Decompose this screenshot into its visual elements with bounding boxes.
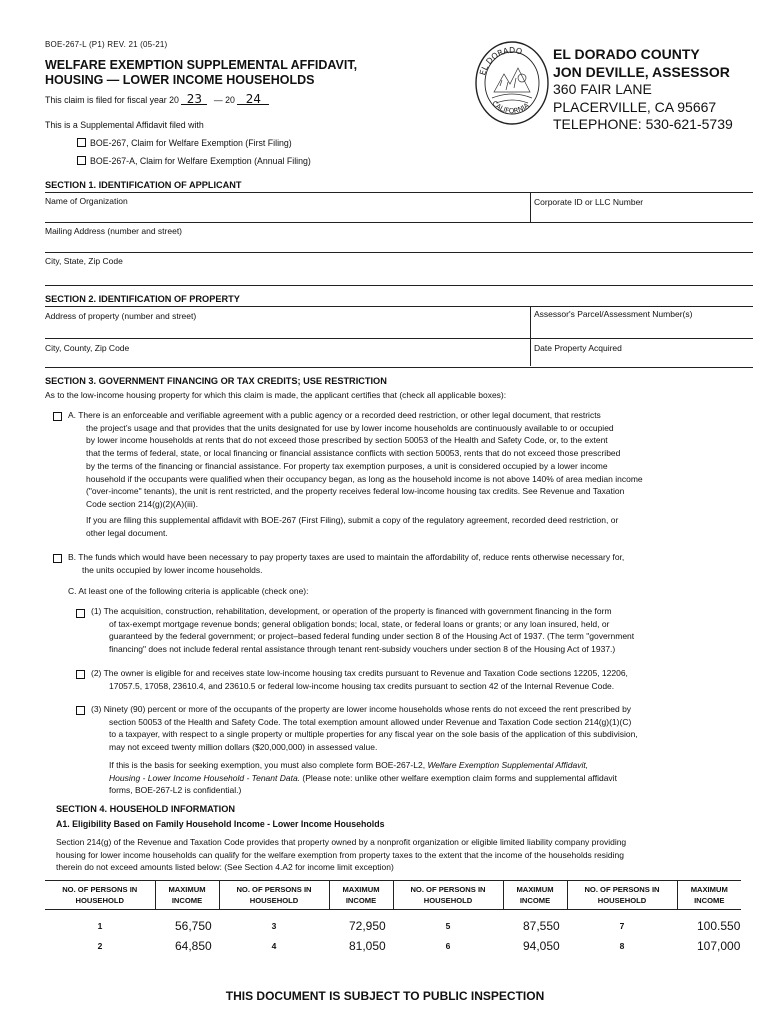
income-cell: 56,750 [175,919,212,933]
income-header: MAXIMUM INCOME [677,881,741,910]
option-b-text [68,551,728,576]
boe-267-label: BOE-267, Claim for Welfare Exemption (First Filing) [90,138,292,148]
county-telephone: TELEPHONE: 530-621-5739 [553,116,733,132]
option-a-note-line: If you are filing this supplemental affidavit with BOE-267 (First Filing), submit a copy of the regulatory agreement, recorded deed restriction, or [86,515,619,525]
option-c3-line: to a taxpayer, with respect to a single property or multiple properties for any fiscal year on the sole basis of the application of this subdivision, [109,729,638,740]
persons-cell: 3 [271,921,277,931]
option-c1-line: guaranteed by the federal government; or project–based federal funding under section 8 of the Housing Act of 1937. (The term "government [109,631,635,642]
income-cell: 72,950 [349,919,386,933]
option-a-note-line: other legal document. [86,527,168,538]
divider [45,285,753,286]
section-2-title: SECTION 2. IDENTIFICATION OF PROPERTY [45,294,240,304]
persons-header: NO. OF PERSONS IN HOUSEHOLD [567,881,677,910]
form-title [45,58,425,88]
table-header-row [45,881,741,910]
income-header: MAXIMUM INCOME [503,881,567,910]
county-street: 360 FAIR LANE [553,81,652,97]
mailing-address-label: Mailing Address (number and street) [45,226,183,236]
org-name-label: Name of Organization [45,196,128,206]
option-c3-note [109,759,727,797]
option-c2-line: (2) The owner is eligible for and receives state low-income housing tax credits pursuant to Revenue and Taxation Code sections 12205, 12206, [91,668,628,678]
persons-cell: 6 [445,941,451,951]
corp-id-label: Corporate ID or LLC Number [534,197,644,207]
section-1-title: SECTION 1. IDENTIFICATION OF APPLICANT [45,180,242,190]
section-3-intro: As to the low-income housing property for which this claim is made, the applicant certifies that (check all applicable boxes): [45,390,507,400]
seal-bottom-text: CALIFORNIA [490,99,531,116]
title-line-2: HOUSING — LOWER INCOME HOUSEHOLDS [45,73,315,87]
org-name-field[interactable] [45,206,530,222]
option-a-text [68,409,726,511]
income-header: MAXIMUM INCOME [155,881,219,910]
income-cell: 87,550 [523,919,560,933]
option-c3-line: (3) Ninety (90) percent or more of the occupants of the property are lower income households whose rents do not exceed the rent prescribed by [91,704,632,714]
option-a-line: Code section 214(g)(2)(A)(iii). [86,498,198,509]
fiscal-year-prefix: This claim is filed for fiscal year 20 [45,95,179,105]
property-address-label: Address of property (number and street) [45,311,197,321]
option-a-line: by the terms of the financing or financial assistance. For property tax exemption purposes, a unit is considered occupied by a lower income [86,460,608,471]
income-cell: 64,850 [175,939,212,953]
option-c3-text [91,703,727,754]
divider [45,306,753,307]
option-c1-line: (1) The acquisition, construction, rehabilitation, development, or operation of the property is financed with government financing in the form [91,606,612,616]
table-row [45,910,741,937]
option-c2-line: 17057.5, 17058, 23610.4, and 23610.5 or federal low-income housing tax credits pursuant to section 42 of the Internal Revenue Code. [109,680,615,691]
option-c1-line: financing" does not include federal rental assistance through tenant rent-subsidy vouchers under section 8 of the Housing Act of 1937.) [109,644,616,655]
date-acquired-field[interactable] [534,353,753,366]
section-3-title: SECTION 3. GOVERNMENT FINANCING OR TAX CREDITS; USE RESTRICTION [45,376,387,386]
section-4-line: Section 214(g) of the Revenue and Taxation Code provides that property owned by a nonprofit organization or eligible limited liability company providing [56,837,627,847]
section-4-subtitle: A1. Eligibility Based on Family Household Income - Lower Income Households [56,819,385,829]
divider [530,192,531,222]
persons-cell: 1 [97,921,103,931]
income-cell: 100.550 [697,919,741,933]
divider [45,367,753,368]
option-c3-line: section 50053 of the Health and Safety Code. The total exemption amount allowed under Revenue and Taxation Code section 214(g)(1)(C) [109,716,632,727]
option-c3-line: may not exceed twenty million dollars ($20,000,000) in assessed value. [109,742,378,753]
option-b-line: the units occupied by lower income households. [82,564,263,575]
income-header: MAXIMUM INCOME [329,881,393,910]
option-boe-267a [77,156,311,166]
option-b-line: B. The funds which would have been necessary to pay property taxes are used to maintain the affordability of, reduce rents otherwise necessary for, [68,552,625,562]
section-4-line: therein do not exceed amounts listed below: (See Section 4.A2 for income limit exception) [56,862,394,873]
form-l2-subtitle: Housing - Lower Income Household - Tenant Data. [109,772,301,783]
divider [45,192,753,193]
option-a-line: the project’s usage and that provides that the units designated for use by lower income households are continuously available to or occupied [86,422,614,433]
city-county-zip-label: City, County, Zip Code [45,343,130,353]
divider [530,306,531,366]
option-c3-note-line [109,759,727,772]
option-a-line: that the terms of federal, state, or local financing or financial assistance conflicts with section 50053, rents that do not exceed those prescribed [86,448,621,459]
parcel-number-field[interactable] [534,321,753,337]
persons-cell: 8 [619,941,625,951]
option-c1-line: of tax-exempt mortgage revenue bonds; general obligation bonds; local, state, or federal loans or grants; or any loan insured, held, or [109,618,610,629]
section-4-title: SECTION 4. HOUSEHOLD INFORMATION [56,804,235,814]
option-c3-note-text: If this is the basis for seeking exemption, you must also complete form BOE-267-L2, [109,760,426,770]
persons-cell: 4 [271,941,277,951]
option-a-line: ("over-income" tenants), the unit is rent restricted, and the property receives federal low-income housing tax credits. See Revenue and Taxation [86,486,625,497]
option-c3-checkbox[interactable] [76,706,85,715]
option-a-checkbox[interactable] [53,412,62,421]
option-c1-checkbox[interactable] [76,609,85,618]
boe-267-checkbox[interactable] [77,138,86,147]
city-state-zip-field[interactable] [45,266,753,284]
persons-header: NO. OF PERSONS IN HOUSEHOLD [393,881,503,910]
option-c-intro: C. At least one of the following criteria is applicable (check one): [68,586,309,596]
persons-cell: 5 [445,921,451,931]
public-inspection-notice: THIS DOCUMENT IS SUBJECT TO PUBLIC INSPECTION [225,989,545,1003]
county-info [553,46,733,134]
mailing-address-field[interactable] [45,236,753,252]
divider [45,222,753,223]
supplemental-text: This is a Supplemental Affidavit filed with [45,120,204,130]
assessor-name: JON DEVILLE, ASSESSOR [553,63,730,80]
divider [45,252,753,253]
option-c3-note-line: forms, BOE-267-L2 is confidential.) [109,785,242,796]
option-c2-text [91,667,727,692]
fiscal-year-end-field[interactable]: 24 [237,94,269,105]
income-cell: 81,050 [349,939,386,953]
county-city: PLACERVILLE, CA 95667 [553,98,717,115]
option-boe-267 [77,138,292,148]
option-a-line: A. There is an enforceable and verifiable agreement with a public agency or a recorded deed restriction, or other legal document, that restricts [68,410,601,420]
seal-top-text: EL DORADO [478,45,524,77]
income-cell: 107,000 [697,939,741,953]
fiscal-year-start-field[interactable]: 23 [181,94,207,105]
title-line-1: WELFARE EXEMPTION SUPPLEMENTAL AFFIDAVIT, [45,58,358,72]
option-c3-note-text: (Please note: unlike other welfare exemption claim forms and supplemental affidavit [302,772,617,783]
property-address-field[interactable] [45,321,530,337]
persons-cell: 2 [97,941,103,951]
option-a-line: household if the occupants were qualified when their occupancy began, as long as the household income is not above 140% of area median income [86,473,643,484]
city-county-zip-field[interactable] [45,353,530,366]
table-row [45,936,741,956]
option-c3-note-line [109,772,727,785]
form-id: BOE-267-L (P1) REV. 21 (05-21) [45,40,168,49]
section-4-line: housing for lower income households can qualify for the welfare exemption from property taxes to the extent that the income of the households residing [56,849,624,860]
divider [45,338,753,339]
city-state-zip-label: City, State, Zip Code [45,256,123,266]
parcel-number-label: Assessor's Parcel/Assessment Number(s) [534,309,693,319]
fiscal-year-line [45,94,269,105]
fiscal-year-dash: — 20 [213,95,235,105]
income-limit-table [45,880,741,956]
boe-267a-label: BOE-267-A, Claim for Welfare Exemption (Annual Filing) [90,156,311,166]
income-cell: 94,050 [523,939,560,953]
boe-267a-checkbox[interactable] [77,156,86,165]
section-4-paragraph [56,836,746,874]
form-l2-title: Welfare Exemption Supplemental Affidavit, [427,760,589,770]
option-b-checkbox[interactable] [53,554,62,563]
persons-cell: 7 [619,921,625,931]
date-acquired-label: Date Property Acquired [534,343,622,353]
option-a-note [86,514,726,539]
persons-header: NO. OF PERSONS IN HOUSEHOLD [45,881,155,910]
county-name: EL DORADO COUNTY [553,46,700,62]
county-seal-icon [474,40,550,126]
corp-id-field[interactable] [534,206,753,222]
option-c2-checkbox[interactable] [76,670,85,679]
option-c1-text [91,605,727,656]
persons-header: NO. OF PERSONS IN HOUSEHOLD [219,881,329,910]
option-a-line: by lower income households at rents that do not exceed those prescribed by section 50053 of the Health and Safety Code, or, to the extent [86,435,608,446]
